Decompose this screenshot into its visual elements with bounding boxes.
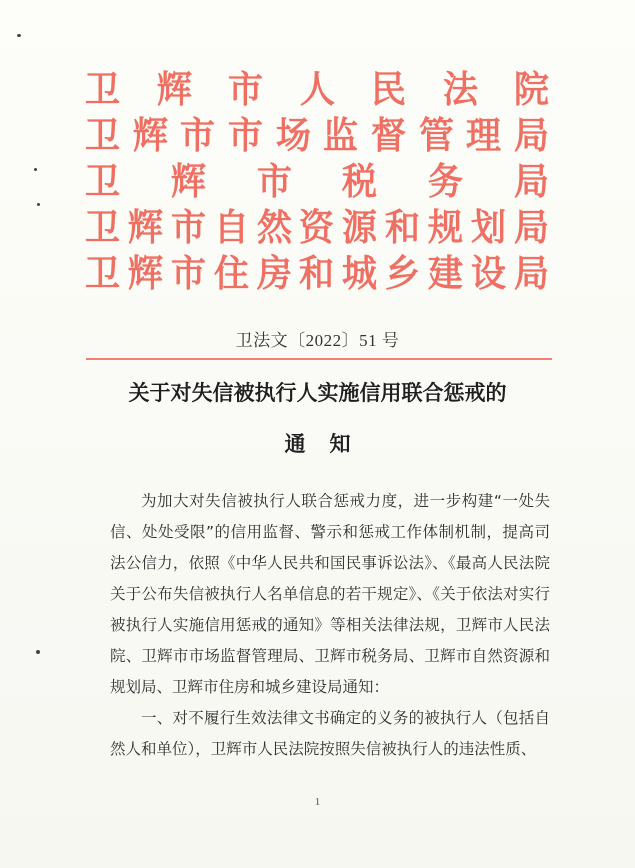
authority-char: 场 xyxy=(275,113,311,157)
authority-char: 住 xyxy=(213,251,249,295)
authority-char: 局 xyxy=(513,159,550,203)
authority-char: 院 xyxy=(513,67,550,111)
issuing-authority-line xyxy=(84,66,550,112)
issuing-authority-line xyxy=(84,158,550,204)
authority-char: 卫 xyxy=(84,159,121,203)
document-title-line2: 通知 xyxy=(284,431,375,456)
authority-char: 督 xyxy=(370,113,407,157)
authority-char: 局 xyxy=(513,205,549,249)
authority-char: 监 xyxy=(323,113,359,157)
authority-char: 房 xyxy=(256,251,292,295)
authority-char: 税 xyxy=(342,159,378,203)
authority-char: 市 xyxy=(227,113,264,157)
authority-char: 卫 xyxy=(84,67,121,111)
red-separator-line xyxy=(86,358,552,360)
issuing-authority-line xyxy=(84,250,550,296)
scan-speck xyxy=(37,203,40,206)
authority-char: 然 xyxy=(256,205,292,249)
authority-char: 管 xyxy=(418,113,454,157)
authority-char: 局 xyxy=(513,251,549,295)
document-title-line1: 关于对失信被执行人实施信用联合惩戒的 xyxy=(128,380,507,405)
authority-char: 市 xyxy=(170,205,206,249)
authority-char: 法 xyxy=(442,67,478,111)
authority-char: 卫 xyxy=(84,113,121,157)
authority-char: 市 xyxy=(227,67,264,111)
authority-char: 城 xyxy=(342,251,378,295)
authority-char: 务 xyxy=(428,159,464,203)
authority-char: 源 xyxy=(342,205,378,249)
authority-char: 卫 xyxy=(84,205,121,249)
authority-char: 和 xyxy=(385,205,421,249)
authority-char: 辉 xyxy=(127,251,163,295)
document-number: 卫法文〔2022〕51 号 xyxy=(235,331,400,350)
authority-char: 局 xyxy=(513,113,549,157)
document-body xyxy=(110,486,550,765)
scan-speck xyxy=(17,34,21,37)
authority-char: 辉 xyxy=(156,67,192,111)
authority-char: 市 xyxy=(256,159,292,203)
authority-char: 理 xyxy=(466,113,502,157)
authority-char: 辉 xyxy=(132,113,168,157)
authority-char: 乡 xyxy=(385,251,421,295)
authority-char: 规 xyxy=(428,205,464,249)
authority-char: 设 xyxy=(470,251,507,295)
issuing-authorities-header xyxy=(84,66,550,296)
body-paragraph-2: 一、对不履行生效法律文书确定的义务的被执行人（包括自然人和单位），卫辉市人民法院按照失信被执行人的违法性质、 xyxy=(110,709,550,758)
authority-char: 市 xyxy=(180,113,216,157)
authority-char: 民 xyxy=(370,67,407,111)
authority-char: 建 xyxy=(428,251,464,295)
authority-char: 卫 xyxy=(84,251,121,295)
scan-speck xyxy=(34,168,37,171)
scan-speck xyxy=(36,650,40,654)
authority-char: 划 xyxy=(470,205,507,249)
body-paragraph-1: 为加大对失信被执行人联合惩戒力度，进一步构建“一处失信、处处受限”的信用监督、警示和惩戒工作体制机制，提高司法公信力，依照《中华人民共和国民事诉讼法》、《最高人民法院关于公布失信被执行人名单信息的若干规定》、《关于依法对实行被执行人实施信用惩戒的通知》等相关法律法规，卫辉市人民法院、卫辉市市场监督管理局、卫辉市税务局、卫辉市自然资源和规划局、卫辉市住房和城乡建设局通知： xyxy=(110,492,550,696)
authority-char: 资 xyxy=(299,205,335,249)
authority-char: 辉 xyxy=(127,205,163,249)
issuing-authority-line xyxy=(84,204,550,250)
issuing-authority-line xyxy=(84,112,550,158)
authority-char: 自 xyxy=(213,205,249,249)
authority-char: 辉 xyxy=(170,159,206,203)
authority-char: 人 xyxy=(299,67,335,111)
authority-char: 市 xyxy=(170,251,206,295)
page-number: 1 xyxy=(314,796,321,808)
authority-char: 和 xyxy=(299,251,335,295)
